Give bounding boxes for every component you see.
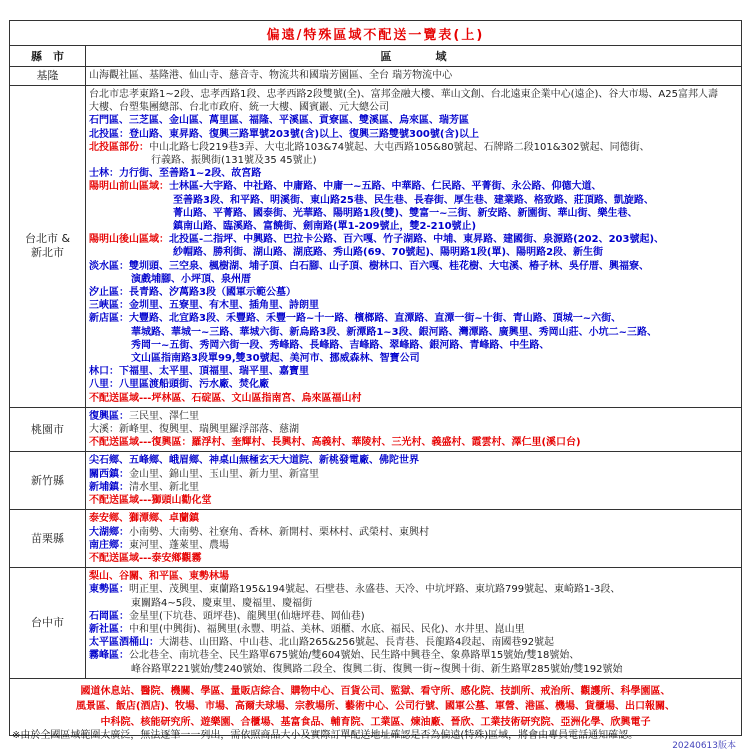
text-segment: 新埔鎮： (89, 481, 129, 493)
text-segment: 北投區：登山路、東昇路、復興三路單號203號(含)以上、復興三路雙號300號(含)以上 (89, 128, 480, 140)
text-segment: 泰安鄉、獅潭鄉、卓蘭鎮 (89, 513, 199, 525)
region-line (89, 273, 738, 286)
region-line (89, 436, 738, 449)
text-segment: 台北市忠孝東路1~2段、忠孝西路1段、忠孝西路2段雙號(全)、富邦金融大樓、華山文創、台北遠東企業中心(遠企)、谷大市場、A25富邦人壽 (89, 89, 718, 100)
region-line (89, 392, 738, 405)
text-segment: 大湖巷、山田路、中山巷、北山路265&256號起、長青巷、長龍路4段起、南國巷92號起 (159, 637, 555, 649)
text-segment: 三民里、澤仁里 (129, 410, 199, 422)
region-line (89, 410, 738, 423)
region-line (89, 326, 738, 339)
region-line (89, 539, 738, 552)
text-segment: 紗帽路、勝利街、湖山路、湖底路、秀山路(69、70號起)、陽明路1段(單)、陽明路2段、新生街 (173, 247, 604, 259)
text-segment: 金星里(下坑巷、頭坪巷)、龍興里(仙塘坪巷、岡仙巷) (129, 610, 365, 622)
text-segment: 石門區、三芝區、金山區、萬里區、福隆、平溪區、貢寮區、雙溪區、烏來區、瑞芳區 (89, 115, 469, 127)
county-label: 台中市 (31, 615, 64, 629)
region-cell (86, 67, 741, 85)
text-segment: 關西鎮： (89, 468, 129, 480)
region-line (89, 312, 738, 325)
region-line (89, 512, 738, 525)
text-segment: 公北巷全、南坑巷全、民生路單675號始/雙604號始、民生路中興巷全、象鼻路單15號始/雙18號始、 (129, 650, 580, 662)
notice-line: 風景區、飯店(酒店)、牧場、市場、高爾夫球場、宗教場所、藝術中心、公司行號、國軍公墓、軍營、港區、機場、貨櫃場、出口報關、 (75, 701, 676, 713)
text-segment: 不配送區域---坪林區、石碇區、文山區指南宮、烏來區福山村 (89, 392, 362, 404)
text-segment: 中山北路七段219巷3弄、大屯北路103&74號起、大屯西路105&80號起、石牌路二段101&302號起、同德街、 (149, 141, 650, 153)
region-line (89, 167, 738, 180)
text-segment: 復興區： (89, 410, 129, 422)
region-line (89, 194, 738, 207)
text-segment: 菁山路、平菁路、國泰街、光華路、陽明路1段(雙)、雙富一~三街、新安路、新園街、華山街、樂生巷、 (173, 207, 638, 219)
text-segment: 東勢區： (89, 584, 129, 596)
text-segment: 北投區部份： (89, 141, 149, 153)
text-segment: 明正里、茂興里、東蘭路195&194號起、石壁巷、永盛巷、天冷、中坑坪路、東坑路799號起、東崎路1-3段、 (129, 584, 621, 596)
county-cell (10, 408, 86, 452)
text-segment: 北投區-二指坪、中興路、巴拉卡公路、百六嘎、竹子湖路、中埔、東昇路、建國街、泉源路(202、203號起)、 (169, 234, 665, 246)
text-segment: 不配送區域---泰安鄉觀霧 (89, 552, 202, 564)
text-segment: 霧峰區： (89, 650, 129, 662)
region-line (89, 583, 738, 596)
text-segment: 中和里(中興街)、福興里(永豐、明益、美林、頭櫃、水底、福民、民化)、水井里、崑山里 (129, 623, 525, 635)
region-line (89, 481, 738, 494)
region-line (89, 207, 738, 220)
county-label: 桃園市 (31, 422, 64, 436)
county-cell (10, 568, 86, 678)
region-line (89, 101, 738, 114)
text-segment: 太平區酒桶山： (89, 637, 159, 649)
footnote: ※由於全國區域範圍太廣泛，無法逐筆一一列出，需依照商品大小及實際訂單配送地址確認是否為偏遠(特殊)區域，將會由專員電話通知確認。 (12, 730, 639, 741)
region-line (89, 88, 738, 101)
text-segment: 新店區：大豐路、北宜路3段、禾豐路、禾豐一路~十一路、檳榔路、直潭路、直潭一街~十街、青山路、頂城一~六街、 (89, 313, 622, 325)
region-line (89, 339, 738, 352)
text-segment: 行義路、振興街(131號及35 45號止) (151, 155, 317, 167)
county-column-header: 縣 市 (10, 46, 86, 66)
region-line (89, 246, 738, 259)
region-line (89, 233, 738, 246)
text-segment: 淡水區：雙圳頭、三空泉、楓樹湖、埔子頂、白石腳、山子頂、樹林口、百六嘎、桂花樹、大屯溪、椿子林、吳仔厝、興福寮、 (89, 260, 649, 272)
table-row (10, 408, 741, 453)
region-line (89, 494, 738, 507)
region-line (89, 154, 738, 167)
region-line (89, 69, 738, 82)
region-cell (86, 86, 741, 407)
text-segment: 至善路3段、和平路、明溪街、東山路25巷、民生巷、長春街、厚生巷、建業路、格致路、莊頂路、凱旋路、 (173, 194, 654, 206)
region-line (89, 526, 738, 539)
county-cell (10, 67, 86, 85)
county-cell (10, 510, 86, 567)
region-line (89, 378, 738, 391)
region-cell (86, 568, 741, 678)
region-cell (86, 452, 741, 509)
region-line (89, 623, 738, 636)
county-cell (10, 452, 86, 509)
region-line (89, 260, 738, 273)
table-row (10, 86, 741, 408)
text-segment: 秀岡一~五街、秀岡六街一段、秀峰路、長峰路、吉峰路、翠峰路、銀河路、青峰路、中生路、 (131, 339, 550, 351)
table-body (10, 67, 741, 678)
region-cell (86, 510, 741, 567)
region-line (89, 220, 738, 233)
text-segment: 汐止區：長青路、汐萬路3段（國軍示範公墓） (89, 287, 296, 299)
region-line (89, 180, 738, 193)
table-row (10, 452, 741, 510)
county-label: 新竹縣 (31, 473, 64, 487)
county-label: 新北市 (31, 246, 64, 260)
region-line (89, 286, 738, 299)
text-segment: 文山區指南路3段單99,雙30號起、美河市、挪威森林、智寶公司 (131, 353, 420, 365)
page-title: 偏遠/特殊區域不配送一覽表(上) (10, 21, 741, 46)
text-segment: 大湖鄉： (89, 526, 129, 538)
region-column-header: 區 域 (380, 50, 447, 63)
text-segment: 不配送區域---復興區：羅浮村、奎輝村、長興村、高義村、華陵村、三光村、義盛村、霞雲村、澤仁里(溪口台) (89, 437, 581, 449)
region-line (89, 636, 738, 649)
text-segment: 東河里、蓬萊里、農場 (129, 539, 229, 551)
text-segment: 清水里、新北里 (129, 481, 199, 493)
text-segment: 峰谷路單221號始/雙240號始、復興路二段全、復興二街、復興一街~復興十街、新生路單285號始/雙192號始 (131, 663, 623, 675)
county-label: 基隆 (36, 69, 59, 82)
region-line (89, 114, 738, 127)
text-segment: 不配送區域---獅頭山勸化堂 (89, 495, 212, 507)
text-segment: 華城路、華城一~三路、華城六街、新烏路3段、新潭路1~3段、銀河路、灣潭路、廣興里、秀岡山莊、小坑二~三路、 (131, 326, 658, 338)
region-line (89, 128, 738, 141)
text-segment: 金山里、錦山里、玉山里、新力里、新富里 (129, 468, 319, 480)
version-label: 20240613版本 (672, 741, 736, 750)
text-segment: 陽明山後山區域： (89, 234, 169, 246)
county-label: 苗栗縣 (31, 531, 64, 545)
region-line (89, 610, 738, 623)
text-segment: 山海觀社區、基隆港、仙山寺、慈音寺、物流共和國瑞芳園區、全台 瑞芳物流中心 (89, 70, 453, 81)
text-segment: 八里：八里區渡船頭街、污水廠、焚化廠 (89, 379, 269, 391)
text-segment: 梨山、谷關、和平區、東勢林場 (89, 571, 229, 583)
text-segment: 士林區-大宇路、中社路、中庸路、中庸一~五路、中華路、仁民路、平菁街、永公路、仰德大道、 (169, 181, 602, 193)
county-cell (10, 86, 86, 407)
table-row (10, 568, 741, 678)
text-segment: 演戲埔腳、小坪頂、泉州厝 (131, 273, 251, 285)
region-line (89, 552, 738, 565)
region-line (89, 663, 738, 676)
text-segment: 士林：力行街、至善路1~2段、故宮路 (89, 168, 262, 180)
text-segment: 石岡區： (89, 610, 129, 622)
text-segment: 南庄鄉： (89, 539, 129, 551)
region-line (89, 141, 738, 154)
text-segment: 小南勢、大南勢、社寮角、香林、新開村、栗林村、武榮村、東興村 (129, 526, 429, 538)
text-segment: 大樓、台塑集團總部、台北市政府、統一大樓、國賓巖、元大總公司 (89, 102, 389, 114)
region-cell (86, 408, 741, 452)
region-line (89, 649, 738, 662)
table-row (10, 510, 741, 568)
notice-line: 中科院、核能研究所、遊樂園、合櫃場、基富食品、輔育院、工業區、煉油廠、晉欣、工業技術研究院、亞洲化學、欣興電子 (100, 716, 651, 728)
text-segment: 新社區： (89, 623, 129, 635)
text-segment: 大溪：新峰里、復興里、瑞興里羅浮部落、慈湖 (89, 424, 299, 436)
region-line (89, 454, 738, 467)
text-segment: 尖石鄉、五峰鄉、峨眉鄉、神桌山無極玄天大道院、新桃發電廠、佛陀世界 (89, 455, 419, 467)
table-header-row (10, 46, 741, 67)
region-line (89, 423, 738, 436)
table-row (10, 67, 741, 86)
text-segment: 林口：下福里、太平里、頂福里、瑞平里、嘉寶里 (89, 366, 309, 378)
notice-line: 國道休息站、醫院、機關、學區、量販店綜合、購物中心、百貨公司、監獄、看守所、感化院、技訓所、戒治所、觀護所、科學園區、 (80, 685, 671, 697)
county-label: 台北市 & (24, 232, 71, 246)
region-line (89, 365, 738, 378)
region-line (89, 570, 738, 583)
region-line (89, 352, 738, 365)
region-line (89, 468, 738, 481)
no-delivery-table (9, 20, 742, 736)
text-segment: 三峽區：金圳里、五寮里、有木里、插角里、詩朗里 (89, 300, 319, 312)
region-line (89, 299, 738, 312)
text-segment: 鎮南山路、臨溪路、富饒街、劍南路(單1-209號止，雙2-210號止) (173, 221, 477, 233)
text-segment: 東關路4~5段、慶東里、慶福里、慶福街 (131, 597, 313, 609)
text-segment: 陽明山前山區域： (89, 181, 169, 193)
region-line (89, 597, 738, 610)
